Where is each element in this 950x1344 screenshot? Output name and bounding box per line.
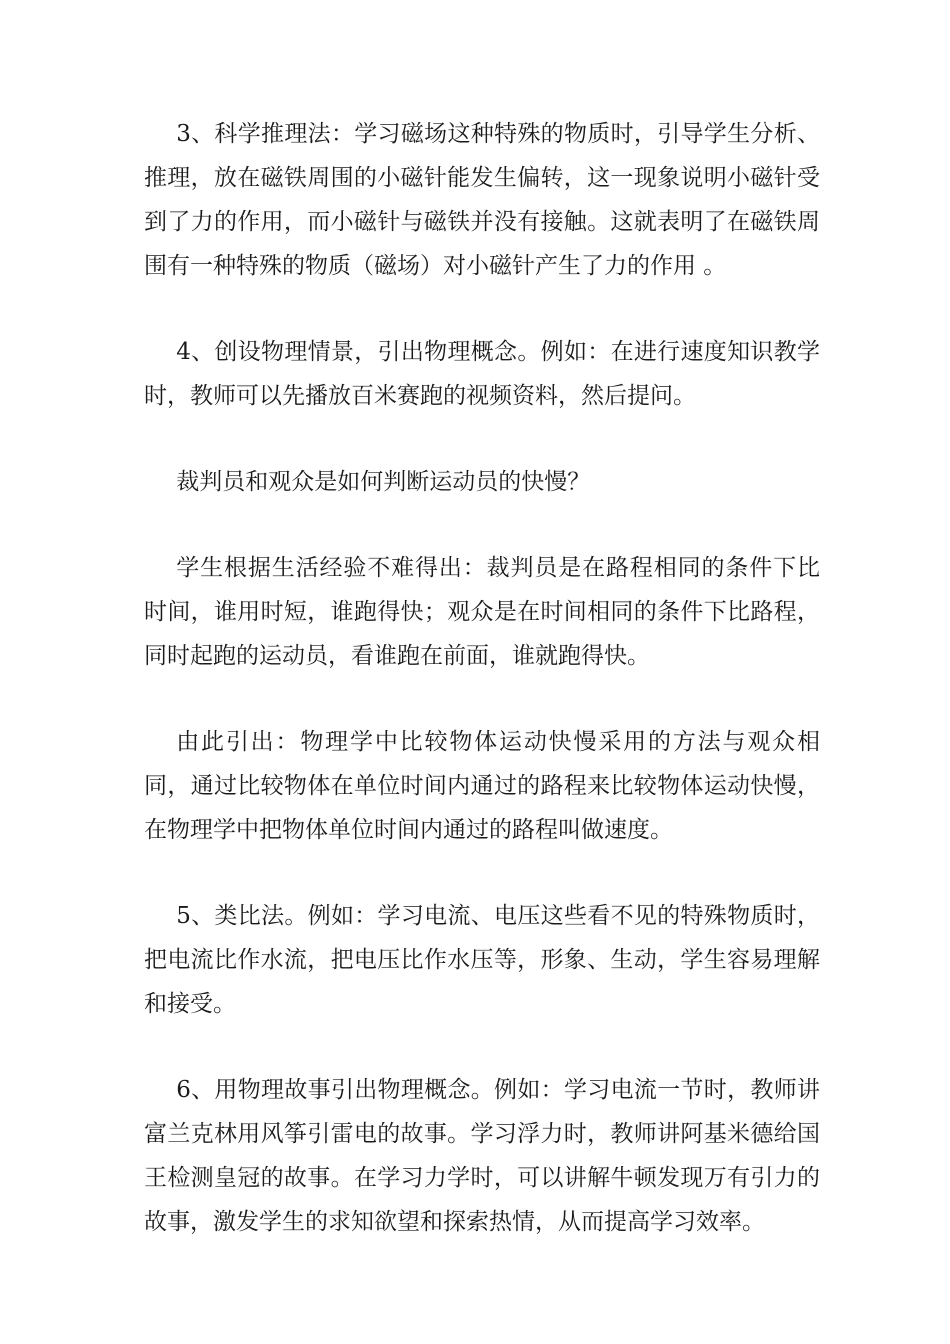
paragraph-question: 裁判员和观众是如何判断运动员的快慢？ (176, 469, 591, 495)
paragraph-speed-definition: 由此引出：物理学中比较物体运动快慢采用的方法与观众相同，通过比较物体在单位时间内通过的路程来比较物体运动快慢，在物理学中把物体单位时间内通过的路程叫做速度。 (144, 729, 820, 843)
paragraph-physics-scenario: 4、创设物理情景，引出物理概念。例如：在进行速度知识教学时，教师可以先播放百米赛跑的视频资料，然后提问。 (144, 339, 820, 409)
paragraph-physics-stories: 6、用物理故事引出物理概念。例如：学习电流一节时，教师讲富兰克林用风筝引雷电的故事。学习浮力时，教师讲阿基米德给国王检测皇冠的故事。在学习力学时，可以讲解牛顿发现万有引力的故事，激发学生的求知欲望和探索热情，从而提高学习效率。 (144, 1077, 820, 1235)
paragraph-scientific-reasoning: 3、科学推理法：学习磁场这种特殊的物质时，引导学生分析、推理，放在磁铁周围的小磁针能发生偏转，这一现象说明小磁针受到了力的作用，而小磁针与磁铁并没有接触。这就表明了在磁铁周围有一种特殊的物质（磁场）对小磁针产生了力的作用 。 (144, 121, 820, 279)
document-body (144, 112, 820, 1286)
paragraph-analogy-method: 5、类比法。例如：学习电流、电压这些看不见的特殊物质时，把电流比作水流，把电压比作水压等，形象、生动，学生容易理解和接受。 (144, 903, 820, 1017)
paragraph-student-answer: 学生根据生活经验不难得出：裁判员是在路程相同的条件下比时间，谁用时短，谁跑得快；观众是在时间相同的条件下比路程，同时起跑的运动员，看谁跑在前面，谁就跑得快。 (144, 555, 820, 669)
